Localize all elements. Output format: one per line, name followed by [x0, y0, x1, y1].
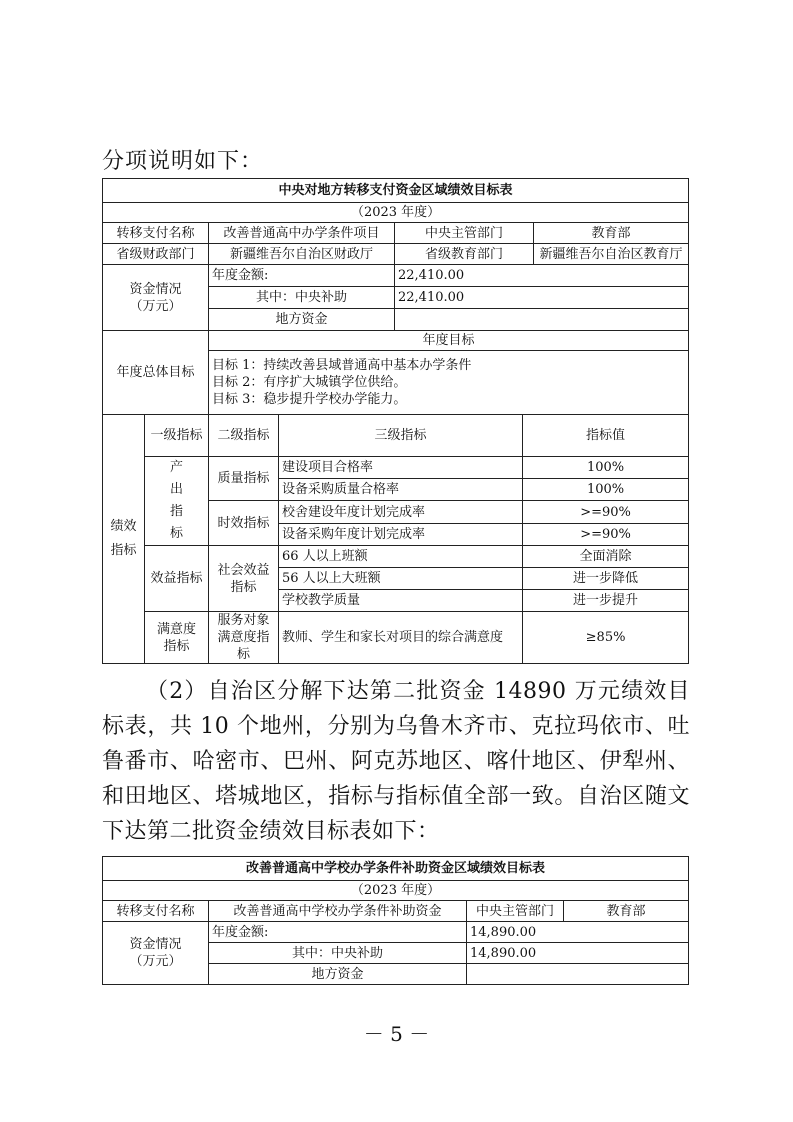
indicator-value: >=90%	[523, 501, 689, 524]
header-level1: 一级指标	[145, 415, 209, 457]
goal-2: 目标 2：有序扩大城镇学位供给。	[212, 375, 407, 390]
central-dept-value: 教育部	[534, 223, 689, 244]
indicator-name: 校舍建设年度计划完成率	[279, 501, 523, 524]
indicator-value: 全面消除	[523, 546, 689, 568]
indicator-value: 进一步降低	[523, 568, 689, 590]
indicator-name: 教师、学生和家长对项目的综合满意度	[279, 612, 523, 664]
indicator-name: 建设项目合格率	[279, 457, 523, 479]
transfer-name-value: 改善普通高中办学条件项目	[209, 223, 395, 244]
social-benefit-line1: 社会效益	[217, 562, 270, 578]
social-benefit-label	[209, 546, 279, 612]
finance-dept-label: 省级财政部门	[103, 244, 209, 265]
indicator-value: 100%	[523, 457, 689, 479]
annual-goal-header: 年度目标	[209, 331, 689, 351]
funds-label	[103, 922, 209, 985]
goal-1: 目标 1：持续改善县域普通高中基本办学条件	[212, 358, 472, 373]
service-line1: 服务对象	[217, 613, 270, 628]
central-subsidy-label: 其中：中央补助	[209, 287, 395, 309]
central-dept-value: 教育部	[564, 901, 689, 922]
education-dept-value: 新疆维吾尔自治区教育厅	[534, 244, 689, 265]
finance-dept-value: 新疆维吾尔自治区财政厅	[209, 244, 395, 265]
satisfaction-indicators-label	[145, 612, 209, 664]
transfer-name-label: 转移支付名称	[103, 901, 209, 922]
header-level3: 三级指标	[279, 415, 523, 457]
central-subsidy-value: 14,890.00	[467, 943, 689, 964]
quality-indicators-label: 质量指标	[209, 457, 279, 501]
service-satisfaction-label	[209, 612, 279, 664]
social-benefit-line2: 指标	[230, 579, 257, 595]
performance-indicators-label: 绩效指标	[103, 415, 145, 664]
local-funds-value	[395, 309, 689, 331]
satisfaction-line2: 指标	[163, 638, 190, 654]
education-dept-label: 省级教育部门	[395, 244, 534, 265]
paragraph-text: （2）自治区分解下达第二批资金 14890 万元绩效目标表，共 10 个地州，分别为乌鲁木齐市、克拉玛依市、吐鲁番市、哈密市、巴州、阿克苏地区、喀什地区、伊犁州、和田地区、塔城地区，指标与指标值全部一致。自治区随文下达第二批资金绩效目标表如下：	[102, 679, 690, 844]
header-level2: 二级指标	[209, 415, 279, 457]
funds-label-line1: 资金情况	[129, 937, 182, 952]
annual-amount-label: 年度金额:	[209, 265, 395, 287]
output-indicators-label: 产出指标	[145, 457, 209, 546]
header-value: 指标值	[523, 415, 689, 457]
central-subsidy-value: 22,410.00	[395, 287, 689, 309]
body-paragraph	[102, 674, 690, 849]
funds-label-line1: 资金情况	[129, 281, 182, 297]
transfer-name-value: 改善普通高中学校办学条件补助资金	[209, 901, 467, 922]
indicator-value: 100%	[523, 479, 689, 501]
indicator-name: 学校教学质量	[279, 590, 523, 612]
annual-amount-value: 22,410.00	[395, 265, 689, 287]
table-year: （2023 年度）	[103, 881, 689, 901]
indicator-name: 设备采购年度计划完成率	[279, 524, 523, 546]
local-funds-label: 地方资金	[209, 964, 467, 985]
indicator-value: ≥85%	[523, 612, 689, 664]
timeliness-indicators-label: 时效指标	[209, 501, 279, 546]
annual-amount-value: 14,890.00	[467, 922, 689, 943]
local-funds-label: 地方资金	[209, 309, 395, 331]
central-dept-label: 中央主管部门	[395, 223, 534, 244]
benefit-indicators-label: 效益指标	[145, 546, 209, 612]
indicator-name: 56 人以上大班额	[279, 568, 523, 590]
section-heading: 分项说明如下：	[102, 149, 264, 174]
annual-goals	[209, 351, 689, 415]
funds-label	[103, 265, 209, 331]
goal-3: 目标 3：稳步提升学校办学能力。	[212, 392, 407, 407]
central-subsidy-label: 其中：中央补助	[209, 943, 467, 964]
page-number: － 5 －	[363, 1022, 430, 1046]
annual-goal-label: 年度总体目标	[103, 331, 209, 415]
satisfaction-line1: 满意度	[156, 621, 196, 637]
indicator-name: 66 人以上班额	[279, 546, 523, 568]
service-line2: 满意度指标	[217, 630, 270, 662]
performance-target-table-1	[102, 178, 689, 664]
indicator-name: 设备采购质量合格率	[279, 479, 523, 501]
funds-label-line2: （万元）	[129, 298, 182, 314]
central-dept-label: 中央主管部门	[467, 901, 564, 922]
indicator-value: 进一步提升	[523, 590, 689, 612]
annual-amount-label: 年度金额:	[209, 922, 467, 943]
performance-target-table-2	[102, 856, 689, 985]
table-title: 改善普通高中学校办学条件补助资金区域绩效目标表	[103, 857, 689, 881]
indicator-value: >=90%	[523, 524, 689, 546]
table-title: 中央对地方转移支付资金区域绩效目标表	[103, 179, 689, 203]
transfer-name-label: 转移支付名称	[103, 223, 209, 244]
table-year: （2023 年度）	[103, 203, 689, 223]
local-funds-value	[467, 964, 689, 985]
funds-label-line2: （万元）	[129, 954, 182, 969]
